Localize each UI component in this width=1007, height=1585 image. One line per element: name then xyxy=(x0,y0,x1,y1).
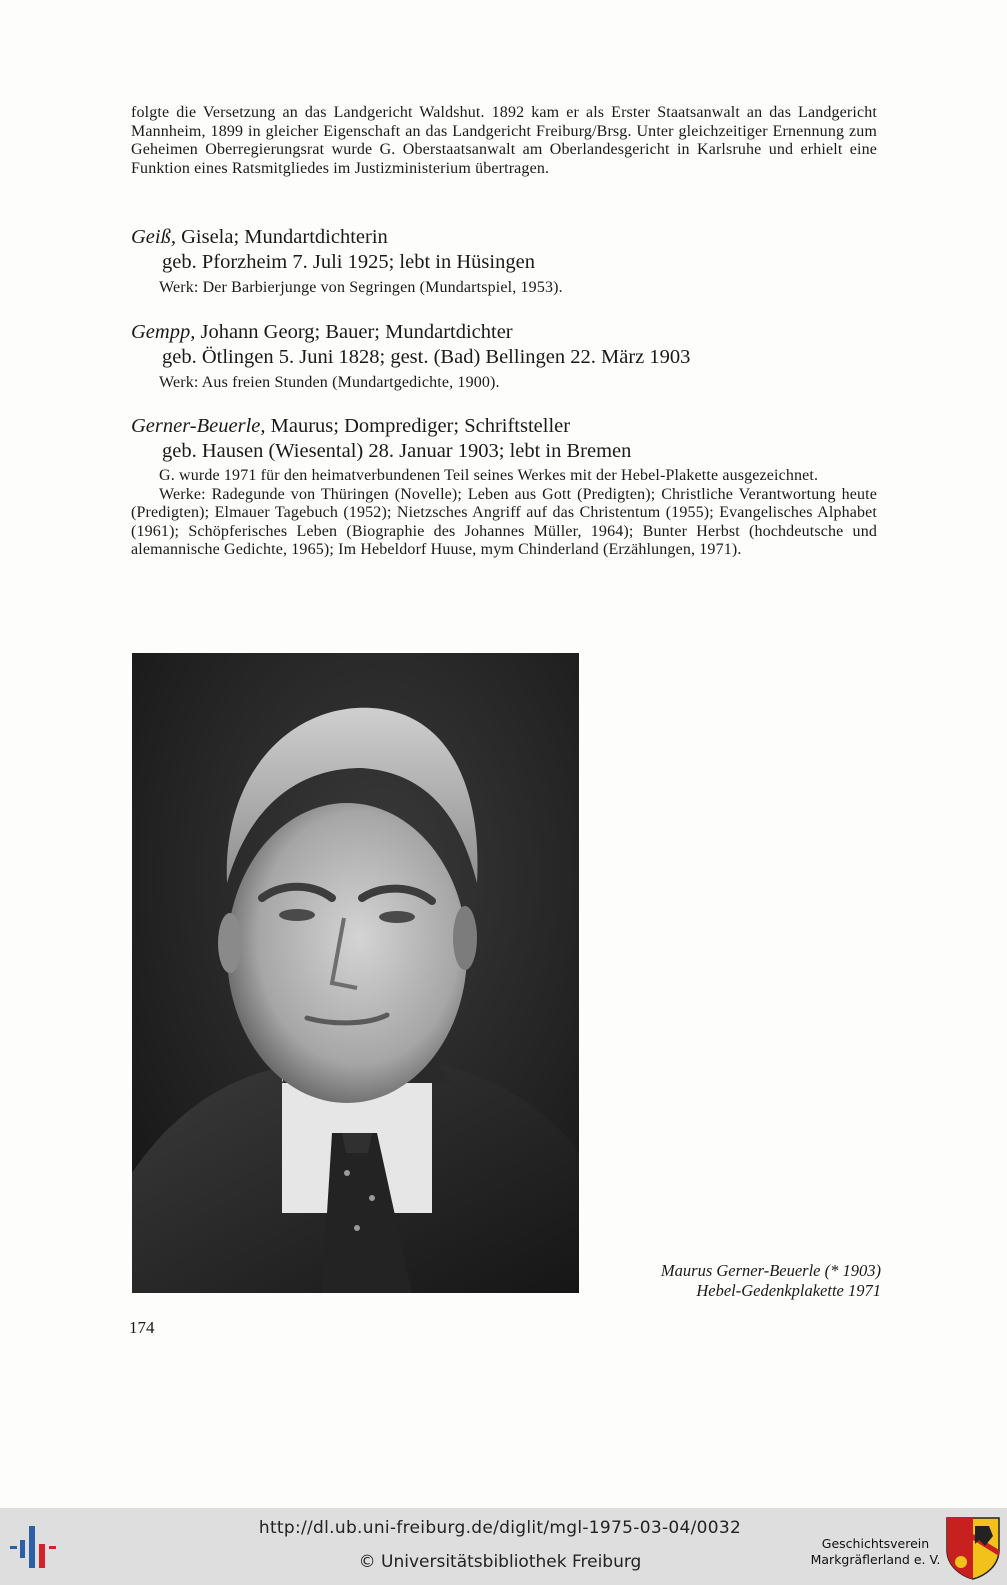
photo-caption xyxy=(596,1261,881,1301)
portrait-photo xyxy=(132,653,579,1293)
entry-work: Werk: Der Barbierjunge von Segringen (Mundartspiel, 1953). xyxy=(159,279,563,296)
entry-surname: Gerner-Beuerle, xyxy=(131,415,266,437)
entry-heading-rest: Maurus; Domprediger; Schriftsteller xyxy=(265,415,571,437)
society-name-line-2: Markgräflerland e. V. xyxy=(810,1552,941,1567)
entry-birth-line: geb. Hausen (Wiesental) 28. Januar 1903; lebt in Bremen xyxy=(162,440,632,462)
entry-heading xyxy=(131,225,877,250)
entry-heading xyxy=(131,414,877,439)
society-name-line-1: Geschichtsverein xyxy=(821,1536,930,1551)
portrait-image xyxy=(132,653,579,1293)
entry-heading-rest: Gisela; Mundartdichterin xyxy=(175,226,388,248)
document-url-link[interactable]: http://dl.ub.uni-freiburg.de/diglit/mgl-1975-03-04/0032 xyxy=(258,1518,742,1538)
entry-note: G. wurde 1971 für den heimatverbundenen Teil seines Werkes mit der Hebel-Plakette ausgezeichnet. xyxy=(159,467,819,484)
entry-gempp xyxy=(131,320,877,393)
university-library-logo-icon xyxy=(10,1522,70,1572)
entry-surname: Geiß, xyxy=(131,226,176,248)
intro-paragraph: folgte die Versetzung an das Landgericht Waldshut. 1892 kam er als Erster Staatsanwalt an das Landgericht Mannheim, 1899 in gleicher Eigenschaft an das Landgericht Freiburg/Brsg. Unter gleichzeitiger Ernennung zum Geheimen Oberregierungsrat wurde G. Oberstaatsanwalt am Oberlandesgericht in Karlsruhe und erhielt eine Funktion eines Ratsmitgliedes im Justizministerium übertragen. xyxy=(131,104,877,177)
entry-birth-line: geb. Ötlingen 5. Juni 1828; gest. (Bad) Bellingen 22. März 1903 xyxy=(162,346,691,368)
society-name xyxy=(808,1536,943,1568)
entry-gerner-beuerle xyxy=(131,414,877,560)
entry-heading-rest: Johann Georg; Bauer; Mundartdichter xyxy=(195,321,513,343)
coat-of-arms-icon xyxy=(945,1516,1001,1580)
entry-surname: Gempp, xyxy=(131,321,196,343)
caption-line-2: Hebel-Gedenkplakette 1971 xyxy=(696,1281,881,1300)
footer-bar xyxy=(0,1508,1007,1585)
page-number: 174 xyxy=(129,1318,155,1337)
entry-birth-line: geb. Pforzheim 7. Juli 1925; lebt in Hüsingen xyxy=(162,251,535,273)
entry-geiss xyxy=(131,225,877,298)
entry-work: Werk: Aus freien Stunden (Mundartgedichte, 1900). xyxy=(159,374,500,391)
entry-works: Werke: Radegunde von Thüringen (Novelle); Leben aus Gott (Predigten); Christliche Verantwortung heute (Predigten); Elmauer Tagebuch (1952); Nietzsches Angriff auf das Christentum (1955); Evangelisches Alphabet (1961); Schöpferisches Leben (Biographie des Johannes Müller, 1964); Bunter Herbst (hochdeutsche und alemannische Gedichte, 1965); Im Hebeldorf Huuse, mym Chinderland (Erzählungen, 1971). xyxy=(131,485,877,558)
entry-heading xyxy=(131,320,877,345)
copyright-notice: © Universitätsbibliothek Freiburg xyxy=(358,1552,642,1572)
caption-line-1: Maurus Gerner-Beuerle (* 1903) xyxy=(660,1261,881,1280)
